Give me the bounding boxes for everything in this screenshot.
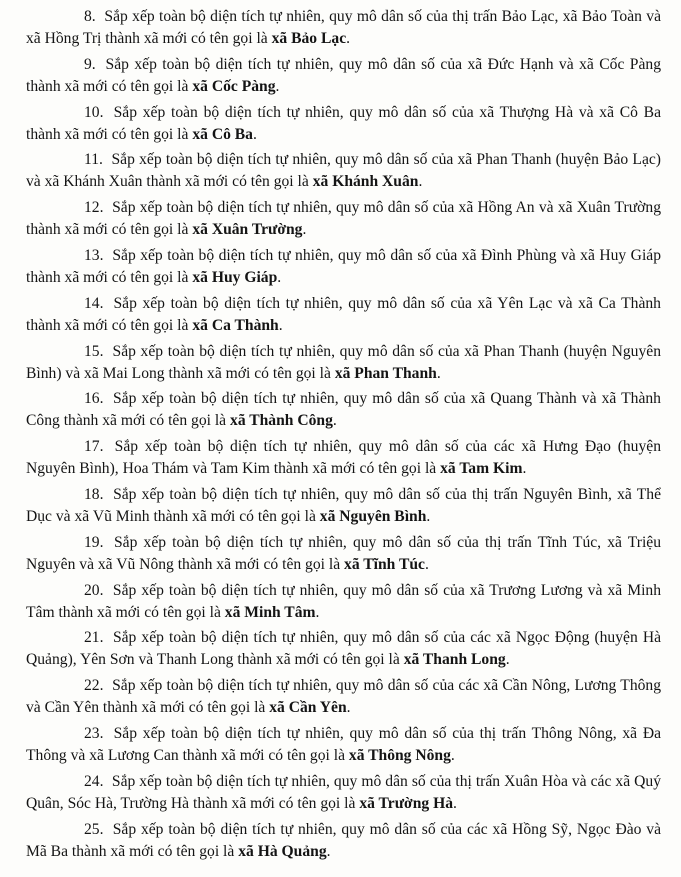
paragraph-end: . [346, 30, 351, 47]
paragraph-body: Sắp xếp toàn bộ diện tích tự nhiên, quy mô dân số của thị trấn Nguyên Bình, xã Thể Dục và xã Vũ Minh thành xã mới có tên gọi là [26, 485, 661, 525]
paragraph-body: Sắp xếp toàn bộ diện tích tự nhiên, quy mô dân số của thị trấn Bảo Lạc, xã Bảo Toàn và xã Hồng Trị thành xã mới có tên gọi là [26, 8, 661, 47]
new-commune-name: xã Thanh Long [403, 651, 506, 669]
paragraph-end: . [252, 125, 257, 143]
paragraph-body: Sắp xếp toàn bộ diện tích tự nhiên, quy mô dân số của xã Thượng Hà và xã Cô Ba thành xã mới có tên gọi là [26, 103, 662, 143]
new-commune-name: xã Tĩnh Túc [344, 555, 425, 573]
new-commune-name: xã Minh Tâm [224, 603, 316, 621]
paragraph-item-9 [26, 54, 661, 98]
paragraph-number: 9. [84, 55, 96, 73]
paragraph-body: Sắp xếp toàn bộ diện tích tự nhiên, quy mô dân số của các xã Ngọc Động (huyện Hà Quảng), Yên Sơn và Thanh Long thành xã mới có tên gọi là [26, 629, 662, 669]
paragraph-number: 15. [84, 342, 104, 360]
paragraph-end: . [315, 603, 320, 621]
new-commune-name: xã Xuân Trường [192, 221, 303, 239]
paragraph-end: . [453, 794, 457, 812]
new-commune-name: xã Cô Ba [192, 125, 253, 143]
new-commune-name: xã Hà Quảng [238, 842, 327, 860]
paragraph-item-14 [26, 293, 661, 337]
paragraph-body: Sắp xếp toàn bộ diện tích tự nhiên, quy mô dân số của thị trấn Xuân Hòa và các xã Quý Quân, Sóc Hà, Trường Hà thành xã mới có tên gọi là [26, 772, 661, 812]
paragraph-body: Sắp xếp toàn bộ diện tích tự nhiên, quy mô dân số của xã Yên Lạc và xã Ca Thành thành xã mới có tên gọi là [26, 294, 661, 334]
paragraph-end: . [436, 364, 441, 382]
paragraph-end: . [332, 412, 337, 430]
paragraph-item-19 [26, 532, 661, 576]
paragraph-body: Sắp xếp toàn bộ diện tích tự nhiên, quy mô dân số của các xã Cần Nông, Lương Thông và Cần Yên thành xã mới có tên gọi là [26, 677, 662, 717]
new-commune-name: xã Bảo Lạc [271, 30, 347, 47]
paragraph-end: . [326, 842, 331, 860]
paragraph-end: . [426, 507, 431, 525]
paragraph-item-16 [26, 388, 661, 432]
paragraph-number: 21. [84, 629, 104, 647]
paragraph-item-25 [26, 819, 661, 863]
new-commune-name: xã Cần Yên [269, 699, 347, 717]
paragraph-number: 20. [84, 581, 104, 599]
paragraph-number: 22. [84, 677, 104, 695]
paragraph-end: . [275, 77, 280, 95]
new-commune-name: xã Nguyên Bình [319, 507, 427, 525]
paragraph-number: 25. [84, 820, 104, 838]
paragraph-end: . [418, 173, 423, 191]
paragraph-body: Sắp xếp toàn bộ diện tích tự nhiên, quy mô dân số của xã Phan Thanh (huyện Bảo Lạc) và xã Khánh Xuân thành xã mới có tên gọi là [26, 151, 661, 191]
new-commune-name: xã Cốc Pàng [192, 77, 276, 95]
paragraph-number: 11. [84, 151, 103, 169]
paragraph-number: 16. [84, 390, 104, 408]
paragraph-item-23 [26, 723, 661, 767]
paragraph-body: Sắp xếp toàn bộ diện tích tự nhiên, quy mô dân số của xã Đức Hạnh và xã Cốc Pàng thành xã mới có tên gọi là [26, 55, 661, 95]
paragraph-body: Sắp xếp toàn bộ diện tích tự nhiên, quy mô dân số của các xã Hồng Sỹ, Ngọc Đào và Mã Ba thành xã mới có tên gọi là [26, 820, 661, 860]
paragraph-end: . [278, 316, 283, 334]
new-commune-name: xã Huy Giáp [192, 268, 278, 286]
paragraph-body: Sắp xếp toàn bộ diện tích tự nhiên, quy mô dân số của xã Phan Thanh (huyện Nguyên Bình) và xã Mai Long thành xã mới có tên gọi là [26, 342, 661, 382]
paragraph-body: Sắp xếp toàn bộ diện tích tự nhiên, quy mô dân số của các xã Hưng Đạo (huyện Nguyên Bình), Hoa Thám và Tam Kim thành xã mới có tên gọi là [26, 438, 661, 478]
paragraph-item-8 [26, 6, 661, 50]
new-commune-name: xã Tam Kim [440, 460, 523, 478]
paragraph-end: . [522, 460, 527, 478]
paragraph-number: 10. [84, 103, 104, 121]
paragraph-body: Sắp xếp toàn bộ diện tích tự nhiên, quy mô dân số của xã Quang Thành và xã Thành Công thành xã mới có tên gọi là [26, 390, 661, 430]
paragraph-end: . [302, 221, 307, 239]
paragraph-item-18 [26, 484, 661, 528]
paragraph-item-15 [26, 341, 661, 385]
paragraph-number: 18. [84, 485, 104, 503]
paragraph-number: 19. [84, 533, 104, 551]
paragraph-end: . [450, 746, 455, 764]
paragraph-body: Sắp xếp toàn bộ diện tích tự nhiên, quy mô dân số của xã Trương Lương và xã Minh Tâm thành xã mới có tên gọi là [26, 581, 662, 621]
paragraph-number: 8. [84, 8, 96, 25]
paragraph-end: . [424, 555, 429, 573]
paragraph-body: Sắp xếp toàn bộ diện tích tự nhiên, quy mô dân số của thị trấn Thông Nông, xã Đa Thông và xã Lương Can thành xã mới có tên gọi là [26, 724, 662, 764]
new-commune-name: xã Khánh Xuân [312, 173, 419, 191]
paragraph-number: 17. [84, 438, 104, 456]
paragraph-end: . [346, 699, 351, 717]
paragraph-item-13 [26, 245, 661, 289]
paragraph-number: 24. [84, 772, 104, 790]
paragraph-number: 23. [84, 724, 104, 742]
new-commune-name: xã Trường Hà [359, 794, 453, 812]
paragraph-item-17 [26, 436, 661, 480]
paragraph-body: Sắp xếp toàn bộ diện tích tự nhiên, quy mô dân số của thị trấn Tĩnh Túc, xã Triệu Nguyên và xã Vũ Nông thành xã mới có tên gọi là [26, 533, 661, 573]
paragraph-item-24 [26, 771, 661, 815]
paragraph-item-21 [26, 627, 661, 671]
paragraph-item-22 [26, 675, 661, 719]
new-commune-name: xã Phan Thanh [334, 364, 437, 382]
new-commune-name: xã Thông Nông [348, 746, 451, 764]
paragraph-number: 12. [84, 199, 104, 217]
paragraph-item-20 [26, 580, 661, 624]
paragraph-item-11 [26, 149, 661, 193]
paragraph-number: 14. [84, 294, 104, 312]
paragraph-end: . [505, 651, 510, 669]
new-commune-name: xã Thành Công [230, 412, 333, 430]
paragraph-item-10 [26, 102, 661, 146]
paragraph-body: Sắp xếp toàn bộ diện tích tự nhiên, quy mô dân số của xã Đình Phùng và xã Huy Giáp thành xã mới có tên gọi là [26, 246, 661, 286]
paragraph-end: . [277, 268, 282, 286]
paragraph-body: Sắp xếp toàn bộ diện tích tự nhiên, quy mô dân số của xã Hồng An và xã Xuân Trường thành xã mới có tên gọi là [26, 199, 661, 239]
paragraph-item-12 [26, 197, 661, 241]
new-commune-name: xã Ca Thành [192, 316, 279, 334]
paragraph-number: 13. [84, 246, 104, 264]
